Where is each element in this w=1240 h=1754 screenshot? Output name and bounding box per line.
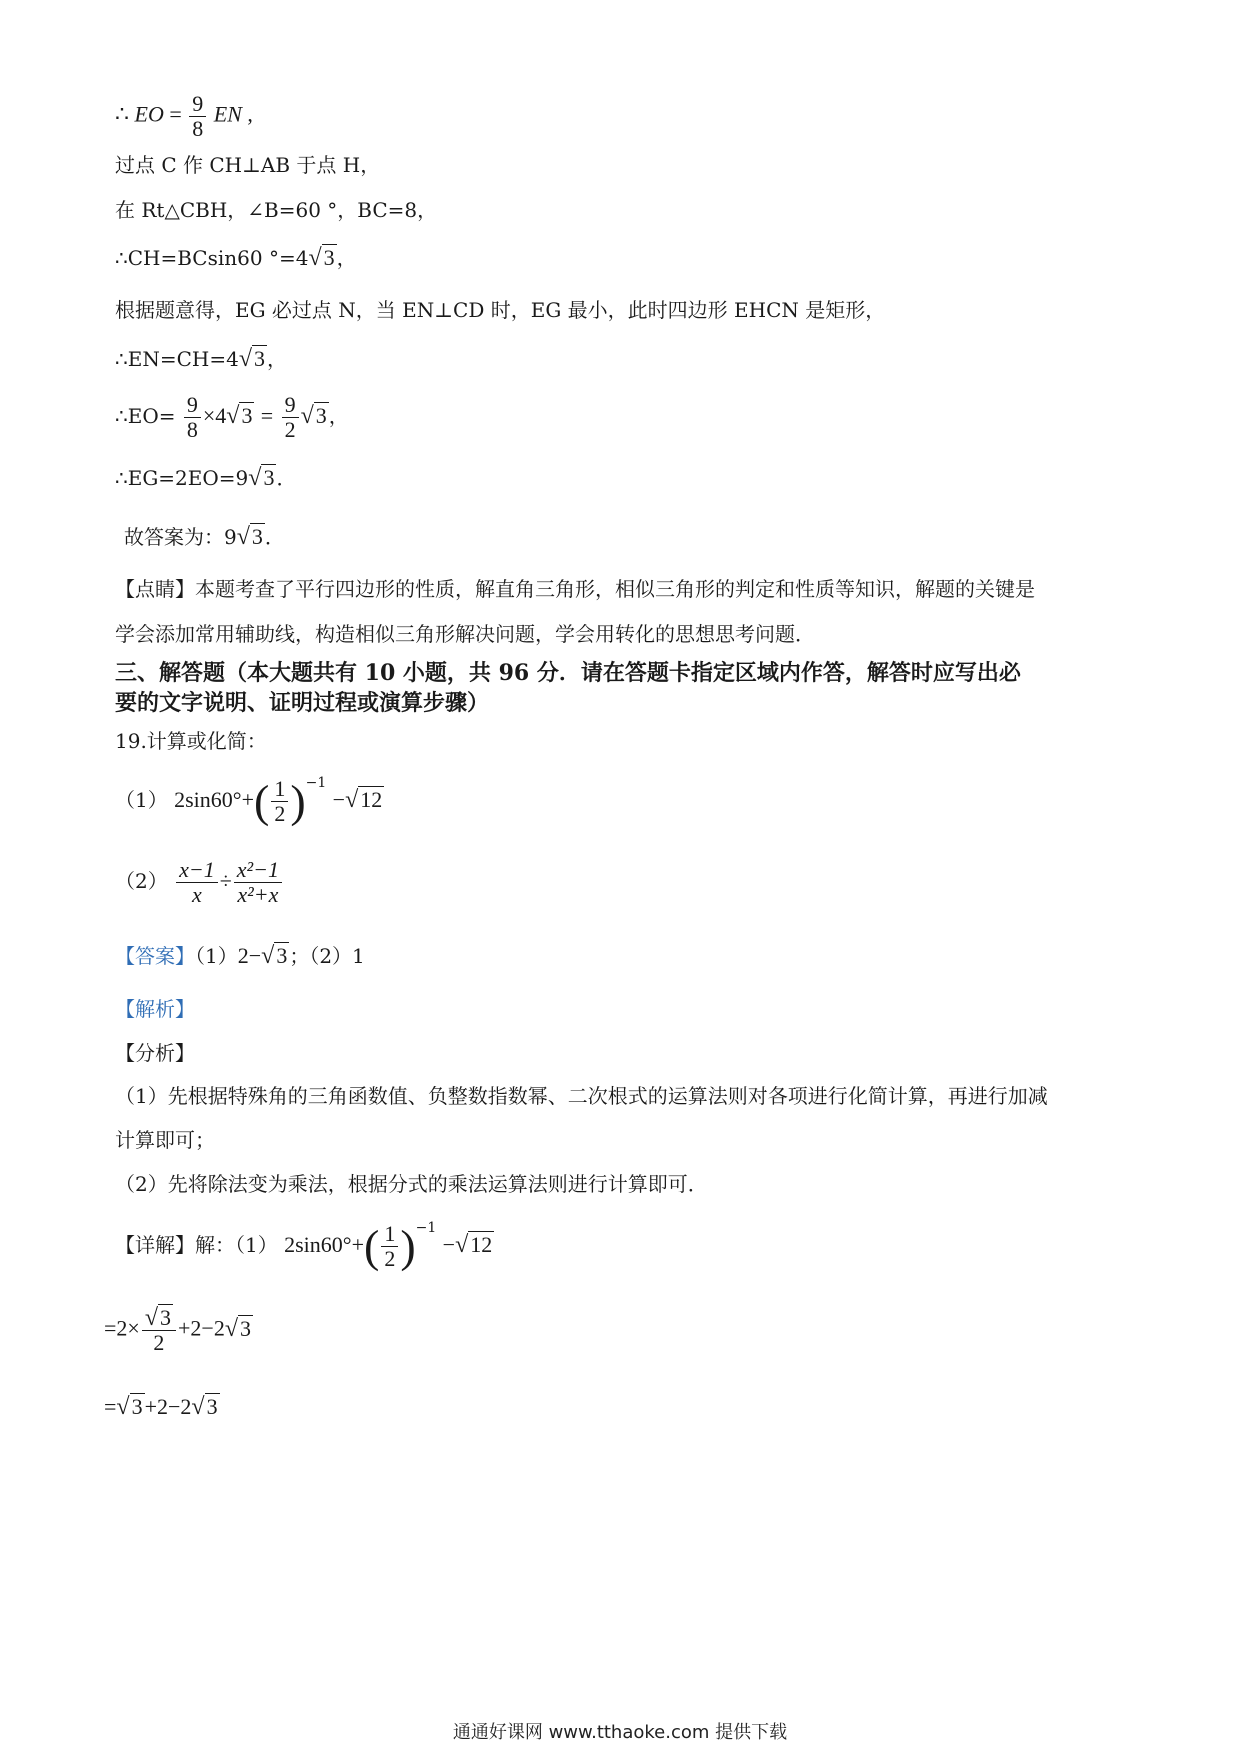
line-eg-through-n: 根据题意得，EG 必过点 N，当 EN⊥CD 时，EG 最小，此时四边形 EHCN 是矩形， — [115, 298, 886, 322]
denominator: x²+x — [237, 882, 279, 907]
numerator: x²−1 — [234, 858, 282, 883]
eg-text: ∴EG=2EO=9 — [115, 466, 249, 490]
answer-tag: 【答案】 — [115, 944, 195, 968]
sqrt-3: √3 — [236, 524, 263, 550]
fenxi-1b: 计算即可； — [115, 1128, 215, 1152]
comma: ， — [336, 246, 357, 270]
fraction-9-8 — [189, 92, 206, 141]
fenxi-1: （1）先根据特殊角的三角函数值、负整数指数幂、二次根式的运算法则对各项进行化简计算，再进行加减 — [115, 1084, 1048, 1108]
sqrt-12: √12 — [455, 1232, 493, 1258]
sqrt-12: √12 — [345, 787, 383, 813]
section-heading-2: 要的文字说明、证明过程或演算步骤） — [115, 690, 490, 716]
right-paren: ) — [290, 775, 306, 827]
eo-text: ∴EO= — [115, 404, 176, 428]
question-19: 19.计算或化简： — [115, 729, 267, 753]
en-text: ∴EN=CH=4 — [115, 347, 239, 371]
sqrt-3: √3 — [116, 1394, 143, 1420]
numerator: 1 — [271, 777, 288, 802]
answer-text: 故答案为：9 — [124, 525, 237, 549]
line-draw-ch: 过点 C 作 CH⊥AB 于点 H， — [115, 153, 381, 177]
right-paren: ) — [400, 1220, 416, 1272]
line-eo-eq — [115, 92, 253, 141]
step-suffix: +2−2 — [178, 1315, 225, 1341]
comma: , — [247, 101, 253, 127]
radicand: 3 — [160, 1305, 171, 1330]
sqrt-3: √3 — [226, 403, 253, 429]
numerator: x−1 — [176, 858, 218, 883]
divide: ÷ — [219, 868, 232, 893]
left-paren: ( — [363, 1220, 380, 1272]
answer-expr: 2− — [237, 943, 262, 968]
exponent: −1 — [305, 775, 327, 791]
line-answer-9sqrt3 — [124, 524, 285, 550]
minus: − — [332, 787, 346, 812]
xiangjie-line — [115, 1215, 494, 1271]
eo-label: EO — [134, 101, 164, 127]
denominator: 2 — [384, 1246, 396, 1271]
part-label: （1） — [195, 944, 238, 968]
sqrt-3: √3 — [238, 346, 265, 372]
left-paren: ( — [253, 775, 270, 827]
sqrt-3: √3 — [248, 465, 275, 491]
denominator: 2 — [284, 417, 296, 442]
en-label: EN — [213, 101, 242, 127]
part-label: （1） — [115, 788, 168, 812]
radicand: 3 — [241, 403, 253, 428]
radicand: 3 — [251, 524, 263, 549]
comma: ， — [328, 404, 349, 428]
denominator: 2 — [274, 801, 286, 826]
exponent: −1 — [415, 1220, 437, 1236]
line-en-value — [115, 346, 287, 372]
question-19-part2 — [115, 858, 284, 907]
expr-2sin60: 2sin60°+ — [174, 787, 254, 812]
jiexi-tag: 【解析】 — [115, 997, 195, 1021]
ch-text: ∴CH=BCsin60 °=4 — [115, 246, 309, 270]
sqrt-3: √3 — [300, 403, 327, 429]
denominator: x — [192, 882, 202, 907]
radicand: 3 — [131, 1394, 143, 1419]
fraction-1-2 — [271, 777, 288, 826]
equals: = — [169, 101, 182, 127]
numerator: 1 — [381, 1222, 398, 1247]
numerator: 9 — [282, 393, 299, 418]
radicand: 3 — [276, 943, 288, 968]
radicand: 12 — [470, 1232, 493, 1257]
comma: ， — [266, 347, 287, 371]
times-4: ×4 — [202, 403, 227, 428]
xiangjie-tag: 【详解】解：（1） — [115, 1233, 278, 1257]
radicand: 3 — [263, 465, 275, 490]
numerator: 9 — [184, 393, 201, 418]
denominator: 8 — [186, 417, 198, 442]
period: ． — [276, 466, 297, 490]
step-prefix: =2× — [104, 1315, 140, 1341]
fraction-1-2 — [381, 1222, 398, 1271]
step-2 — [104, 1394, 220, 1420]
fraction-9-2 — [282, 393, 299, 442]
line-eo-value — [115, 393, 349, 442]
denominator: 2 — [153, 1330, 165, 1355]
fenxi-2: （2）先将除法变为乘法，根据分式的乘法运算法则进行计算即可． — [115, 1172, 708, 1196]
fraction-9-8 — [184, 393, 201, 442]
period: ． — [264, 525, 285, 549]
minus: − — [442, 1232, 456, 1257]
line-dianjing-2: 学会添加常用辅助线，构造相似三角形解决问题，学会用转化的思想思考问题． — [115, 622, 815, 646]
section-heading: 三、解答题（本大题共有 10 小题，共 96 分．请在答题卡指定区域内作答，解答时应写出必 — [115, 660, 1021, 686]
sqrt-3: √3 — [261, 943, 288, 969]
question-19-part1 — [115, 770, 384, 826]
fraction-sqrt3-over-2 — [142, 1306, 176, 1355]
denominator: 8 — [192, 116, 204, 141]
answer-line — [115, 943, 365, 969]
radicand: 3 — [253, 346, 265, 371]
step-prefix: = — [104, 1394, 117, 1419]
radicand: 3 — [240, 1315, 251, 1341]
radicand: 3 — [315, 403, 327, 428]
radicand: 12 — [360, 787, 383, 812]
step-suffix: +2−2 — [144, 1394, 192, 1419]
therefore-symbol: ∴ — [115, 101, 129, 127]
line-dianjing: 【点睛】本题考查了平行四边形的性质，解直角三角形，相似三角形的判定和性质等知识，解题的关键是 — [115, 577, 1035, 601]
numerator: √3 — [142, 1306, 176, 1331]
line-rt-cbh: 在 Rt△CBH，∠B=60 °，BC=8， — [115, 198, 438, 222]
radicand: 3 — [206, 1394, 218, 1419]
sqrt-3: √3 — [191, 1394, 218, 1420]
equals: = — [260, 403, 274, 428]
line-eg-value — [115, 465, 296, 491]
answer-part2: ；（2）1 — [289, 944, 365, 968]
part-label: （2） — [115, 869, 168, 893]
sqrt-3: √3 — [308, 245, 335, 271]
fraction-x2-minus-1-over-x2-plus-x — [234, 858, 282, 907]
fenxi-tag: 【分析】 — [115, 1041, 195, 1065]
footer-watermark[interactable]: 通通好课网 www.tthaoke.com 提供下载 — [452, 1722, 788, 1743]
fraction-x-minus-1-over-x — [176, 858, 218, 907]
line-ch-value — [115, 245, 357, 271]
radicand: 3 — [323, 245, 335, 270]
step-1 — [104, 1306, 253, 1355]
expr-2sin60: 2sin60°+ — [284, 1232, 364, 1257]
numerator: 9 — [189, 92, 206, 117]
sqrt-3: √3 — [224, 1315, 251, 1342]
